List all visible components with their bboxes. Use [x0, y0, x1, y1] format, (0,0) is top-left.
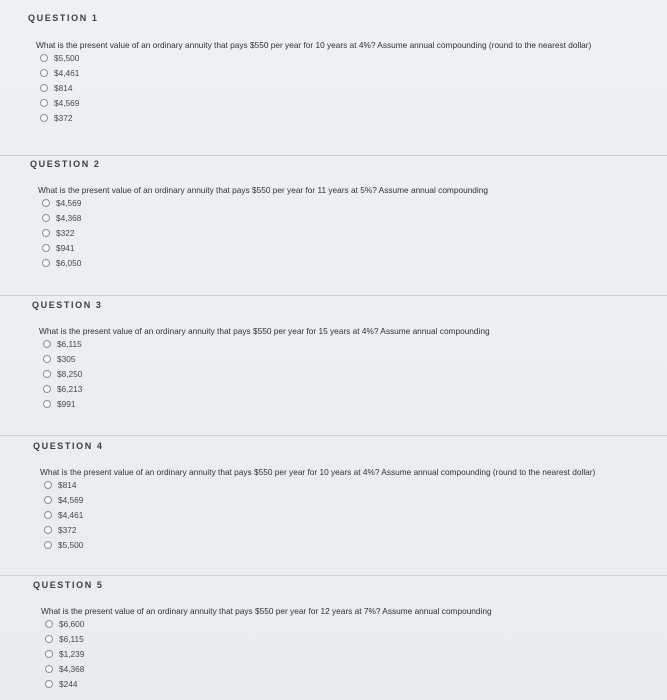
question-4 [0, 435, 667, 576]
question-heading: QUESTION 5 [33, 580, 104, 590]
answer-option[interactable] [40, 80, 79, 95]
question-5 [0, 575, 667, 700]
answer-label: $6,115 [57, 338, 82, 349]
answer-option[interactable] [40, 95, 79, 110]
question-2 [0, 155, 667, 296]
answer-option[interactable] [44, 507, 83, 522]
radio-button-icon[interactable] [42, 259, 50, 267]
answer-label: $6,213 [57, 383, 83, 394]
answer-option[interactable] [45, 661, 84, 676]
radio-button-icon[interactable] [45, 650, 53, 658]
answer-option[interactable] [43, 366, 82, 381]
question-text: What is the present value of an ordinary annuity that pays $550 per year for 10 years at 4%? Assume annual compounding (round to the nearest dollar) [40, 467, 596, 477]
radio-button-icon[interactable] [44, 511, 52, 519]
answer-option[interactable] [42, 225, 81, 240]
answer-label: $1,239 [59, 648, 85, 659]
radio-button-icon[interactable] [43, 385, 51, 393]
answer-label: $4,461 [58, 509, 84, 520]
answer-label: $814 [58, 479, 77, 490]
answer-label: $941 [56, 242, 75, 253]
answer-option[interactable] [42, 210, 81, 225]
answer-option[interactable] [44, 537, 83, 552]
radio-button-icon[interactable] [43, 340, 51, 348]
radio-button-icon[interactable] [40, 114, 48, 122]
answer-option[interactable] [45, 676, 84, 691]
answer-label: $5,500 [54, 52, 80, 63]
answer-options [42, 195, 81, 270]
radio-button-icon[interactable] [40, 69, 48, 77]
answer-label: $6,050 [56, 257, 82, 268]
radio-button-icon[interactable] [44, 526, 52, 534]
question-heading: QUESTION 3 [32, 300, 103, 310]
answer-option[interactable] [43, 381, 82, 396]
radio-button-icon[interactable] [44, 496, 52, 504]
answer-label: $991 [57, 398, 76, 409]
radio-button-icon[interactable] [40, 99, 48, 107]
radio-button-icon[interactable] [45, 635, 53, 643]
radio-button-icon[interactable] [45, 665, 53, 673]
answer-option[interactable] [42, 255, 81, 270]
answer-option[interactable] [44, 492, 83, 507]
answer-options [44, 477, 83, 552]
radio-button-icon[interactable] [42, 214, 50, 222]
answer-label: $4,461 [54, 67, 80, 78]
answer-option[interactable] [45, 616, 84, 631]
question-text: What is the present value of an ordinary annuity that pays $550 per year for 15 years at 4%? Assume annual compounding [39, 326, 490, 336]
answer-option[interactable] [42, 195, 81, 210]
answer-option[interactable] [43, 351, 82, 366]
question-heading: QUESTION 2 [30, 159, 101, 169]
answer-option[interactable] [40, 110, 79, 125]
answer-label: $4,569 [56, 197, 82, 208]
radio-button-icon[interactable] [42, 199, 50, 207]
answer-option[interactable] [44, 522, 83, 537]
radio-button-icon[interactable] [40, 54, 48, 62]
answer-label: $372 [58, 524, 77, 535]
radio-button-icon[interactable] [42, 229, 50, 237]
question-heading: QUESTION 4 [33, 441, 104, 451]
answer-label: $4,368 [59, 663, 85, 674]
radio-button-icon[interactable] [43, 370, 51, 378]
radio-button-icon[interactable] [45, 620, 53, 628]
answer-label: $5,500 [58, 539, 84, 550]
answer-option[interactable] [42, 240, 81, 255]
answer-label: $4,569 [58, 494, 84, 505]
answer-label: $6,600 [59, 618, 85, 629]
radio-button-icon[interactable] [44, 481, 52, 489]
question-text: What is the present value of an ordinary annuity that pays $550 per year for 11 years at 5%? Assume annual compounding [38, 185, 488, 195]
answer-option[interactable] [40, 65, 79, 80]
answer-options [43, 336, 82, 411]
answer-label: $322 [56, 227, 75, 238]
answer-label: $6,115 [59, 633, 84, 644]
question-heading: QUESTION 1 [28, 13, 99, 23]
answer-label: $8,250 [57, 368, 83, 379]
radio-button-icon[interactable] [42, 244, 50, 252]
answer-label: $244 [59, 678, 78, 689]
question-3 [0, 295, 667, 436]
answer-options [45, 616, 84, 691]
radio-button-icon[interactable] [43, 400, 51, 408]
radio-button-icon[interactable] [45, 680, 53, 688]
radio-button-icon[interactable] [40, 84, 48, 92]
answer-label: $305 [57, 353, 76, 364]
answer-option[interactable] [43, 336, 82, 351]
question-text: What is the present value of an ordinary annuity that pays $550 per year for 10 years at 4%? Assume annual compounding (round to the nearest dollar) [36, 40, 592, 50]
answer-option[interactable] [45, 646, 84, 661]
radio-button-icon[interactable] [44, 541, 52, 549]
answer-option[interactable] [43, 396, 82, 411]
radio-button-icon[interactable] [43, 355, 51, 363]
question-1 [0, 0, 667, 155]
answer-option[interactable] [40, 50, 79, 65]
answer-label: $372 [54, 112, 73, 123]
answer-label: $814 [54, 82, 73, 93]
answer-option[interactable] [44, 477, 83, 492]
answer-options [40, 50, 79, 125]
answer-label: $4,569 [54, 97, 80, 108]
answer-label: $4,368 [56, 212, 82, 223]
question-text: What is the present value of an ordinary annuity that pays $550 per year for 12 years at 7%? Assume annual compounding [41, 606, 492, 616]
answer-option[interactable] [45, 631, 84, 646]
